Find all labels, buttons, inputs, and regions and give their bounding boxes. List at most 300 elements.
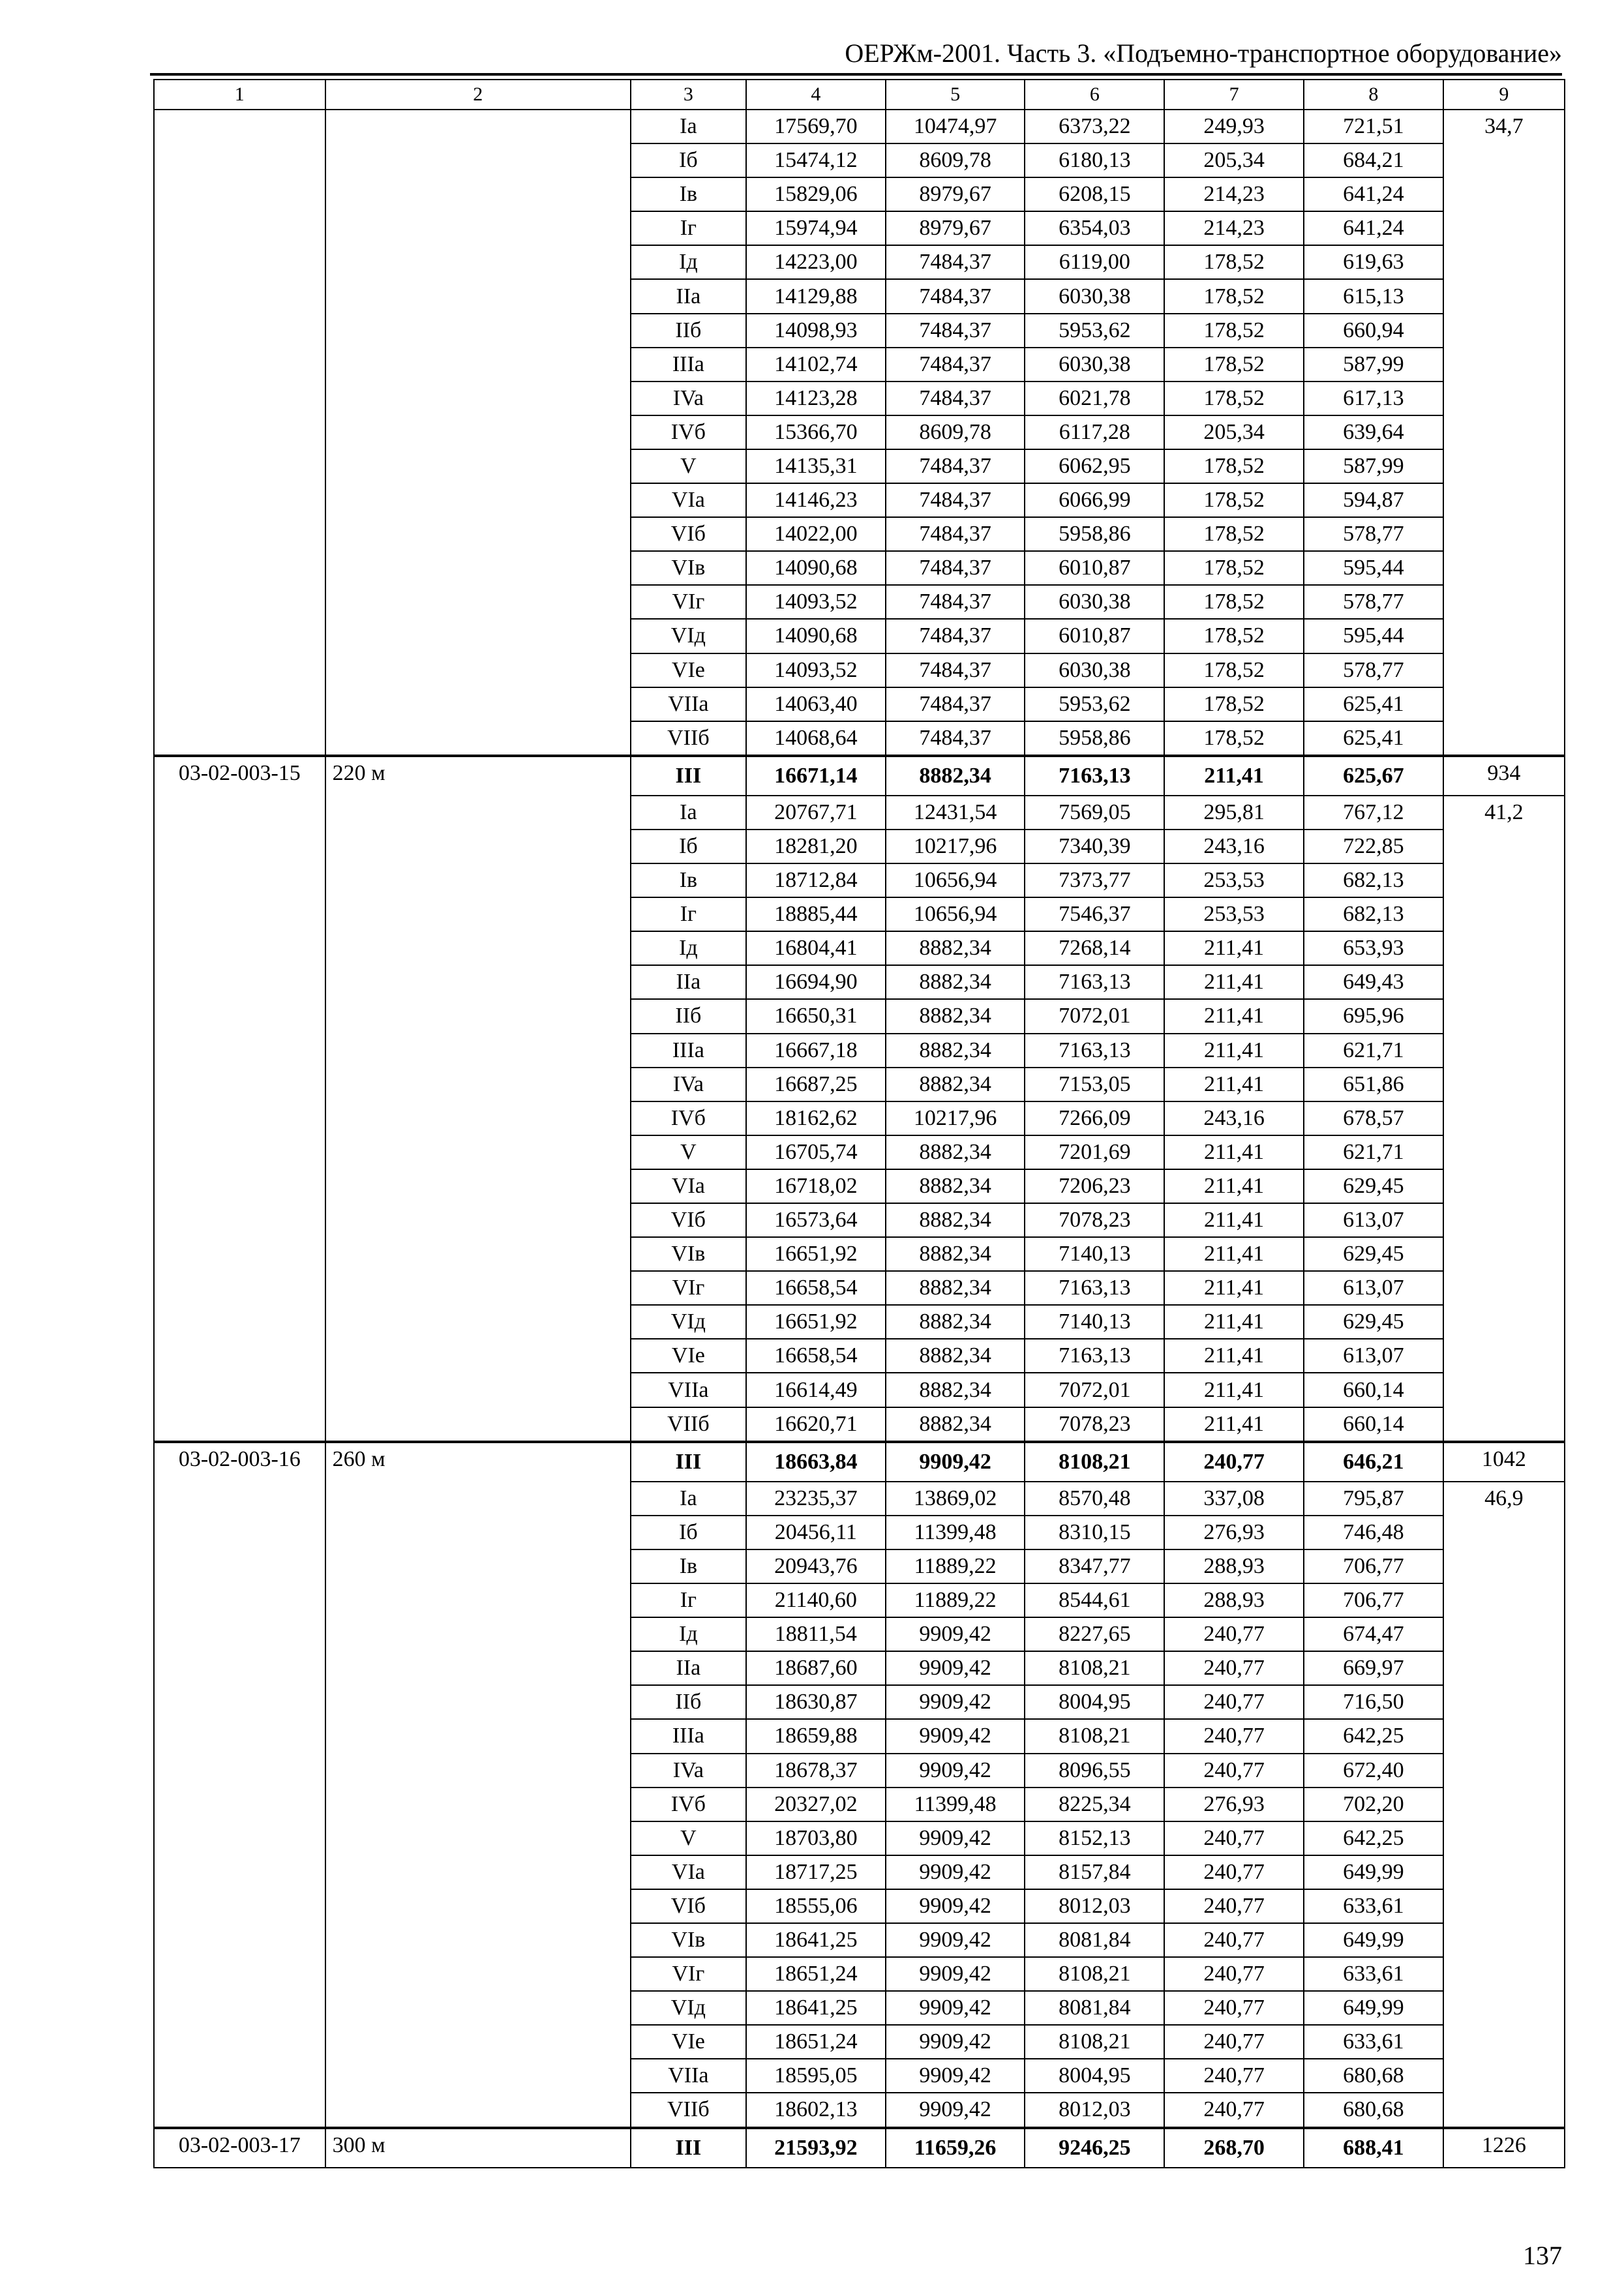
value-cell: 7072,01 bbox=[1025, 1373, 1164, 1407]
value-cell: 6021,78 bbox=[1025, 382, 1164, 415]
value-cell: 276,93 bbox=[1164, 1788, 1304, 1821]
value-cell: 11889,22 bbox=[886, 1549, 1025, 1583]
value-cell: 6030,38 bbox=[1025, 348, 1164, 382]
value-cell: 178,52 bbox=[1164, 314, 1304, 348]
value-cell: 9909,42 bbox=[886, 1991, 1025, 2025]
column-number: 8 bbox=[1304, 80, 1443, 110]
value-cell: 14090,68 bbox=[746, 619, 886, 653]
value-cell: 6030,38 bbox=[1025, 279, 1164, 313]
value-cell: 14135,31 bbox=[746, 449, 886, 483]
value-cell: 14123,28 bbox=[746, 382, 886, 415]
value-cell: 253,53 bbox=[1164, 863, 1304, 897]
zone-cell: IIIa bbox=[631, 348, 746, 382]
value-cell: 240,77 bbox=[1164, 2025, 1304, 2059]
value-cell: 9909,42 bbox=[886, 1889, 1025, 1923]
value-cell: 11659,26 bbox=[886, 2128, 1025, 2168]
value-cell: 11889,22 bbox=[886, 1583, 1025, 1617]
value-cell: 8882,34 bbox=[886, 1068, 1025, 1101]
zone-cell: VIб bbox=[631, 517, 746, 551]
value-cell: 9909,42 bbox=[886, 1754, 1025, 1788]
value-cell: 16658,54 bbox=[746, 1339, 886, 1373]
value-cell: 8882,34 bbox=[886, 999, 1025, 1033]
value-cell: 288,93 bbox=[1164, 1583, 1304, 1617]
value-cell: 8882,34 bbox=[886, 756, 1025, 796]
value-cell: 7163,13 bbox=[1025, 1339, 1164, 1373]
zone-cell: VIIб bbox=[631, 1407, 746, 1442]
value-cell: 6066,99 bbox=[1025, 483, 1164, 517]
value-cell: 578,77 bbox=[1304, 653, 1443, 687]
value-cell: 8004,95 bbox=[1025, 2059, 1164, 2093]
value-cell: 646,21 bbox=[1304, 1442, 1443, 1482]
value-cell: 14102,74 bbox=[746, 348, 886, 382]
value-cell: 16718,02 bbox=[746, 1169, 886, 1203]
value-cell: 6030,38 bbox=[1025, 585, 1164, 619]
value-cell: 240,77 bbox=[1164, 1957, 1304, 1991]
value-cell: 8882,34 bbox=[886, 1373, 1025, 1407]
value-cell: 240,77 bbox=[1164, 1651, 1304, 1685]
zone-cell: Iв bbox=[631, 177, 746, 211]
zone-cell: VIд bbox=[631, 1305, 746, 1339]
value-cell: 8544,61 bbox=[1025, 1583, 1164, 1617]
zone-cell: VIa bbox=[631, 1855, 746, 1889]
value-cell: 16573,64 bbox=[746, 1203, 886, 1237]
value-cell: 8225,34 bbox=[1025, 1788, 1164, 1821]
value-cell: 16614,49 bbox=[746, 1373, 886, 1407]
zone-cell: VIг bbox=[631, 1957, 746, 1991]
value-cell: 178,52 bbox=[1164, 619, 1304, 653]
value-cell: 746,48 bbox=[1304, 1516, 1443, 1549]
value-cell: 14093,52 bbox=[746, 585, 886, 619]
value-cell: 8108,21 bbox=[1025, 1651, 1164, 1685]
value-cell: 253,53 bbox=[1164, 897, 1304, 931]
value-cell: 211,41 bbox=[1164, 1339, 1304, 1373]
zone-cell: IIб bbox=[631, 314, 746, 348]
value-cell: 7484,37 bbox=[886, 585, 1025, 619]
total-row bbox=[154, 2128, 1565, 2168]
zone-cell: IVa bbox=[631, 382, 746, 415]
zone-cell: IIб bbox=[631, 1685, 746, 1719]
value-cell: 629,45 bbox=[1304, 1169, 1443, 1203]
value-cell: 621,71 bbox=[1304, 1135, 1443, 1169]
value-cell: 8012,03 bbox=[1025, 2093, 1164, 2127]
value-cell: 211,41 bbox=[1164, 1271, 1304, 1305]
value-cell: 674,47 bbox=[1304, 1617, 1443, 1651]
value-cell: 211,41 bbox=[1164, 1135, 1304, 1169]
value-cell: 18281,20 bbox=[746, 830, 886, 863]
value-cell: 8609,78 bbox=[886, 415, 1025, 449]
value-cell: 653,93 bbox=[1304, 931, 1443, 965]
rate-code: 03-02-003-16 bbox=[154, 1442, 325, 2128]
value-cell: 660,94 bbox=[1304, 314, 1443, 348]
value-cell: 9246,25 bbox=[1025, 2128, 1164, 2168]
zone-cell: IVб bbox=[631, 1788, 746, 1821]
value-cell: 178,52 bbox=[1164, 721, 1304, 756]
value-cell: 14022,00 bbox=[746, 517, 886, 551]
zone-cell: IIa bbox=[631, 279, 746, 313]
value-cell: 178,52 bbox=[1164, 245, 1304, 279]
value-cell: 9909,42 bbox=[886, 2059, 1025, 2093]
value-cell: 8310,15 bbox=[1025, 1516, 1164, 1549]
value-cell: 337,08 bbox=[1164, 1482, 1304, 1516]
value-cell: 706,77 bbox=[1304, 1549, 1443, 1583]
value-cell: 722,85 bbox=[1304, 830, 1443, 863]
rate-code: 03-02-003-17 bbox=[154, 2128, 325, 2168]
value-cell: 8108,21 bbox=[1025, 2025, 1164, 2059]
value-cell: 240,77 bbox=[1164, 1889, 1304, 1923]
zone-cell: V bbox=[631, 1821, 746, 1855]
value-cell: 8081,84 bbox=[1025, 1991, 1164, 2025]
col9-cell: 1042 bbox=[1443, 1442, 1565, 1482]
value-cell: 18659,88 bbox=[746, 1719, 886, 1753]
zone-cell: III bbox=[631, 756, 746, 796]
value-cell: 211,41 bbox=[1164, 1305, 1304, 1339]
value-cell: 8882,34 bbox=[886, 1203, 1025, 1237]
value-cell: 633,61 bbox=[1304, 1889, 1443, 1923]
value-cell: 178,52 bbox=[1164, 585, 1304, 619]
value-cell: 8570,48 bbox=[1025, 1482, 1164, 1516]
value-cell: 178,52 bbox=[1164, 449, 1304, 483]
zone-cell: VIIб bbox=[631, 2093, 746, 2127]
value-cell: 18630,87 bbox=[746, 1685, 886, 1719]
value-cell: 8157,84 bbox=[1025, 1855, 1164, 1889]
value-cell: 11399,48 bbox=[886, 1788, 1025, 1821]
value-cell: 15366,70 bbox=[746, 415, 886, 449]
value-cell: 7484,37 bbox=[886, 619, 1025, 653]
zone-cell: IVa bbox=[631, 1754, 746, 1788]
value-cell: 240,77 bbox=[1164, 2059, 1304, 2093]
value-cell: 14063,40 bbox=[746, 687, 886, 721]
zone-cell: IVa bbox=[631, 1068, 746, 1101]
value-cell: 21140,60 bbox=[746, 1583, 886, 1617]
value-cell: 641,24 bbox=[1304, 211, 1443, 245]
value-cell: 684,21 bbox=[1304, 143, 1443, 177]
value-cell: 7373,77 bbox=[1025, 863, 1164, 897]
value-cell: 578,77 bbox=[1304, 585, 1443, 619]
value-cell: 240,77 bbox=[1164, 1617, 1304, 1651]
value-cell: 20767,71 bbox=[746, 796, 886, 830]
zone-cell: Iг bbox=[631, 1583, 746, 1617]
value-cell: 23235,37 bbox=[746, 1482, 886, 1516]
value-cell: 243,16 bbox=[1164, 1101, 1304, 1135]
value-cell: 18678,37 bbox=[746, 1754, 886, 1788]
zone-cell: VIг bbox=[631, 585, 746, 619]
value-cell: 7078,23 bbox=[1025, 1407, 1164, 1442]
value-cell: 6062,95 bbox=[1025, 449, 1164, 483]
value-cell: 240,77 bbox=[1164, 1991, 1304, 2025]
zone-cell: VIIб bbox=[631, 721, 746, 756]
value-cell: 16667,18 bbox=[746, 1034, 886, 1068]
column-number: 4 bbox=[746, 80, 886, 110]
value-cell: 240,77 bbox=[1164, 1821, 1304, 1855]
value-cell: 660,14 bbox=[1304, 1373, 1443, 1407]
value-cell: 178,52 bbox=[1164, 551, 1304, 585]
zone-cell: VIв bbox=[631, 1237, 746, 1271]
column-number-row bbox=[154, 80, 1565, 110]
value-cell: 8882,34 bbox=[886, 1339, 1025, 1373]
zone-cell: Ia bbox=[631, 796, 746, 830]
value-cell: 15474,12 bbox=[746, 143, 886, 177]
zone-cell: IIIa bbox=[631, 1719, 746, 1753]
value-cell: 17569,70 bbox=[746, 110, 886, 143]
value-cell: 211,41 bbox=[1164, 999, 1304, 1033]
value-cell: 587,99 bbox=[1304, 449, 1443, 483]
value-cell: 18641,25 bbox=[746, 1991, 886, 2025]
value-cell: 613,07 bbox=[1304, 1203, 1443, 1237]
page-number: 137 bbox=[1523, 2241, 1562, 2270]
column-number: 9 bbox=[1443, 80, 1565, 110]
value-cell: 6119,00 bbox=[1025, 245, 1164, 279]
zone-cell: Iб bbox=[631, 1516, 746, 1549]
zone-cell: Iв bbox=[631, 863, 746, 897]
value-cell: 178,52 bbox=[1164, 382, 1304, 415]
value-cell: 18687,60 bbox=[746, 1651, 886, 1685]
rate-name: 260 м bbox=[325, 1442, 631, 2128]
value-cell: 678,57 bbox=[1304, 1101, 1443, 1135]
value-cell: 5958,86 bbox=[1025, 517, 1164, 551]
value-cell: 8609,78 bbox=[886, 143, 1025, 177]
value-cell: 211,41 bbox=[1164, 1373, 1304, 1407]
value-cell: 619,63 bbox=[1304, 245, 1443, 279]
value-cell: 240,77 bbox=[1164, 1923, 1304, 1957]
zone-cell: III bbox=[631, 1442, 746, 1482]
value-cell: 7163,13 bbox=[1025, 756, 1164, 796]
column-number: 7 bbox=[1164, 80, 1304, 110]
value-cell: 7546,37 bbox=[1025, 897, 1164, 931]
value-cell: 240,77 bbox=[1164, 1719, 1304, 1753]
value-cell: 7484,37 bbox=[886, 517, 1025, 551]
value-cell: 295,81 bbox=[1164, 796, 1304, 830]
value-cell: 8979,67 bbox=[886, 177, 1025, 211]
value-cell: 205,34 bbox=[1164, 415, 1304, 449]
rate-code bbox=[154, 110, 325, 756]
value-cell: 20327,02 bbox=[746, 1788, 886, 1821]
value-cell: 240,77 bbox=[1164, 2093, 1304, 2127]
zone-cell: Iг bbox=[631, 897, 746, 931]
header-rule bbox=[150, 73, 1562, 76]
value-cell: 6354,03 bbox=[1025, 211, 1164, 245]
zone-cell: Iд bbox=[631, 1617, 746, 1651]
value-cell: 243,16 bbox=[1164, 830, 1304, 863]
value-cell: 21593,92 bbox=[746, 2128, 886, 2168]
zone-cell: VIб bbox=[631, 1203, 746, 1237]
value-cell: 18717,25 bbox=[746, 1855, 886, 1889]
value-cell: 18811,54 bbox=[746, 1617, 886, 1651]
value-cell: 11399,48 bbox=[886, 1516, 1025, 1549]
value-cell: 615,13 bbox=[1304, 279, 1443, 313]
zone-cell: VIe bbox=[631, 2025, 746, 2059]
value-cell: 7268,14 bbox=[1025, 931, 1164, 965]
value-cell: 8096,55 bbox=[1025, 1754, 1164, 1788]
value-cell: 7266,09 bbox=[1025, 1101, 1164, 1135]
value-cell: 7340,39 bbox=[1025, 830, 1164, 863]
zone-cell: VIIa bbox=[631, 687, 746, 721]
value-cell: 18555,06 bbox=[746, 1889, 886, 1923]
value-cell: 268,70 bbox=[1164, 2128, 1304, 2168]
value-cell: 214,23 bbox=[1164, 177, 1304, 211]
value-cell: 7484,37 bbox=[886, 279, 1025, 313]
value-cell: 795,87 bbox=[1304, 1482, 1443, 1516]
value-cell: 211,41 bbox=[1164, 1068, 1304, 1101]
value-cell: 625,41 bbox=[1304, 687, 1443, 721]
value-cell: 14090,68 bbox=[746, 551, 886, 585]
value-cell: 240,77 bbox=[1164, 1754, 1304, 1788]
value-cell: 7484,37 bbox=[886, 382, 1025, 415]
value-cell: 6373,22 bbox=[1025, 110, 1164, 143]
value-cell: 15974,94 bbox=[746, 211, 886, 245]
value-cell: 706,77 bbox=[1304, 1583, 1443, 1617]
value-cell: 18162,62 bbox=[746, 1101, 886, 1135]
value-cell: 16671,14 bbox=[746, 756, 886, 796]
value-cell: 721,51 bbox=[1304, 110, 1443, 143]
total-row bbox=[154, 1442, 1565, 1482]
rate-name: 220 м bbox=[325, 756, 631, 1442]
value-cell: 14146,23 bbox=[746, 483, 886, 517]
value-cell: 211,41 bbox=[1164, 1237, 1304, 1271]
value-cell: 642,25 bbox=[1304, 1821, 1443, 1855]
value-cell: 641,24 bbox=[1304, 177, 1443, 211]
rate-name bbox=[325, 110, 631, 756]
rate-code: 03-02-003-15 bbox=[154, 756, 325, 1442]
value-cell: 205,34 bbox=[1164, 143, 1304, 177]
zone-cell: Iд bbox=[631, 245, 746, 279]
value-cell: 587,99 bbox=[1304, 348, 1443, 382]
value-cell: 660,14 bbox=[1304, 1407, 1443, 1442]
value-cell: 14129,88 bbox=[746, 279, 886, 313]
value-cell: 14068,64 bbox=[746, 721, 886, 756]
value-cell: 649,99 bbox=[1304, 1923, 1443, 1957]
value-cell: 240,77 bbox=[1164, 1855, 1304, 1889]
value-cell: 16650,31 bbox=[746, 999, 886, 1033]
value-cell: 7569,05 bbox=[1025, 796, 1164, 830]
value-cell: 7153,05 bbox=[1025, 1068, 1164, 1101]
value-cell: 8882,34 bbox=[886, 931, 1025, 965]
zone-cell: IIIa bbox=[631, 1034, 746, 1068]
value-cell: 8347,77 bbox=[1025, 1549, 1164, 1583]
value-cell: 9909,42 bbox=[886, 2093, 1025, 2127]
value-cell: 7484,37 bbox=[886, 314, 1025, 348]
value-cell: 240,77 bbox=[1164, 1442, 1304, 1482]
zone-cell: VIa bbox=[631, 1169, 746, 1203]
zone-cell: VIIa bbox=[631, 1373, 746, 1407]
value-cell: 18602,13 bbox=[746, 2093, 886, 2127]
value-cell: 8012,03 bbox=[1025, 1889, 1164, 1923]
value-cell: 8227,65 bbox=[1025, 1617, 1164, 1651]
value-cell: 249,93 bbox=[1164, 110, 1304, 143]
value-cell: 688,41 bbox=[1304, 2128, 1443, 2168]
value-cell: 10217,96 bbox=[886, 830, 1025, 863]
value-cell: 211,41 bbox=[1164, 1169, 1304, 1203]
value-cell: 672,40 bbox=[1304, 1754, 1443, 1788]
value-cell: 8882,34 bbox=[886, 1407, 1025, 1442]
value-cell: 18651,24 bbox=[746, 1957, 886, 1991]
value-cell: 613,07 bbox=[1304, 1339, 1443, 1373]
value-cell: 649,99 bbox=[1304, 1855, 1443, 1889]
value-cell: 5953,62 bbox=[1025, 687, 1164, 721]
col9-cell: 34,7 bbox=[1443, 110, 1565, 756]
value-cell: 8108,21 bbox=[1025, 1957, 1164, 1991]
value-cell: 695,96 bbox=[1304, 999, 1443, 1033]
value-cell: 16651,92 bbox=[746, 1237, 886, 1271]
value-cell: 613,07 bbox=[1304, 1271, 1443, 1305]
value-cell: 9909,42 bbox=[886, 1719, 1025, 1753]
value-cell: 8152,13 bbox=[1025, 1821, 1164, 1855]
zone-cell: VIe bbox=[631, 653, 746, 687]
value-cell: 625,67 bbox=[1304, 756, 1443, 796]
value-cell: 8081,84 bbox=[1025, 1923, 1164, 1957]
value-cell: 8882,34 bbox=[886, 1237, 1025, 1271]
value-cell: 680,68 bbox=[1304, 2093, 1443, 2127]
value-cell: 18712,84 bbox=[746, 863, 886, 897]
value-cell: 8882,34 bbox=[886, 1034, 1025, 1068]
value-cell: 669,97 bbox=[1304, 1651, 1443, 1685]
value-cell: 178,52 bbox=[1164, 517, 1304, 551]
zone-cell: Iб bbox=[631, 143, 746, 177]
col9-cell: 41,2 bbox=[1443, 796, 1565, 1442]
value-cell: 649,43 bbox=[1304, 965, 1443, 999]
value-cell: 9909,42 bbox=[886, 1442, 1025, 1482]
value-cell: 18885,44 bbox=[746, 897, 886, 931]
value-cell: 7484,37 bbox=[886, 721, 1025, 756]
zone-cell: VIг bbox=[631, 1271, 746, 1305]
table-row bbox=[154, 110, 1565, 143]
rates-table-body bbox=[154, 80, 1565, 2168]
zone-cell: VIe bbox=[631, 1339, 746, 1373]
col9-cell: 934 bbox=[1443, 756, 1565, 796]
value-cell: 617,13 bbox=[1304, 382, 1443, 415]
zone-cell: VIб bbox=[631, 1889, 746, 1923]
value-cell: 649,99 bbox=[1304, 1991, 1443, 2025]
value-cell: 9909,42 bbox=[886, 2025, 1025, 2059]
value-cell: 18595,05 bbox=[746, 2059, 886, 2093]
value-cell: 16620,71 bbox=[746, 1407, 886, 1442]
column-number: 6 bbox=[1025, 80, 1164, 110]
value-cell: 578,77 bbox=[1304, 517, 1443, 551]
value-cell: 8882,34 bbox=[886, 1169, 1025, 1203]
value-cell: 594,87 bbox=[1304, 483, 1443, 517]
value-cell: 276,93 bbox=[1164, 1516, 1304, 1549]
zone-cell: VIIa bbox=[631, 2059, 746, 2093]
rates-table bbox=[153, 79, 1565, 2168]
value-cell: 7484,37 bbox=[886, 551, 1025, 585]
value-cell: 8004,95 bbox=[1025, 1685, 1164, 1719]
value-cell: 211,41 bbox=[1164, 1203, 1304, 1237]
value-cell: 9909,42 bbox=[886, 1685, 1025, 1719]
value-cell: 14093,52 bbox=[746, 653, 886, 687]
value-cell: 7140,13 bbox=[1025, 1237, 1164, 1271]
zone-cell: VIд bbox=[631, 1991, 746, 2025]
value-cell: 6117,28 bbox=[1025, 415, 1164, 449]
zone-cell: IIa bbox=[631, 1651, 746, 1685]
value-cell: 702,20 bbox=[1304, 1788, 1443, 1821]
value-cell: 214,23 bbox=[1164, 211, 1304, 245]
value-cell: 16705,74 bbox=[746, 1135, 886, 1169]
value-cell: 7163,13 bbox=[1025, 1271, 1164, 1305]
col9-cell: 46,9 bbox=[1443, 1482, 1565, 2128]
zone-cell: Iд bbox=[631, 931, 746, 965]
value-cell: 211,41 bbox=[1164, 931, 1304, 965]
value-cell: 642,25 bbox=[1304, 1719, 1443, 1753]
value-cell: 16658,54 bbox=[746, 1271, 886, 1305]
value-cell: 633,61 bbox=[1304, 2025, 1443, 2059]
value-cell: 682,13 bbox=[1304, 863, 1443, 897]
rate-name: 300 м bbox=[325, 2128, 631, 2168]
value-cell: 15829,06 bbox=[746, 177, 886, 211]
value-cell: 595,44 bbox=[1304, 619, 1443, 653]
zone-cell: IVб bbox=[631, 1101, 746, 1135]
value-cell: 8108,21 bbox=[1025, 1442, 1164, 1482]
value-cell: 5953,62 bbox=[1025, 314, 1164, 348]
value-cell: 7163,13 bbox=[1025, 965, 1164, 999]
